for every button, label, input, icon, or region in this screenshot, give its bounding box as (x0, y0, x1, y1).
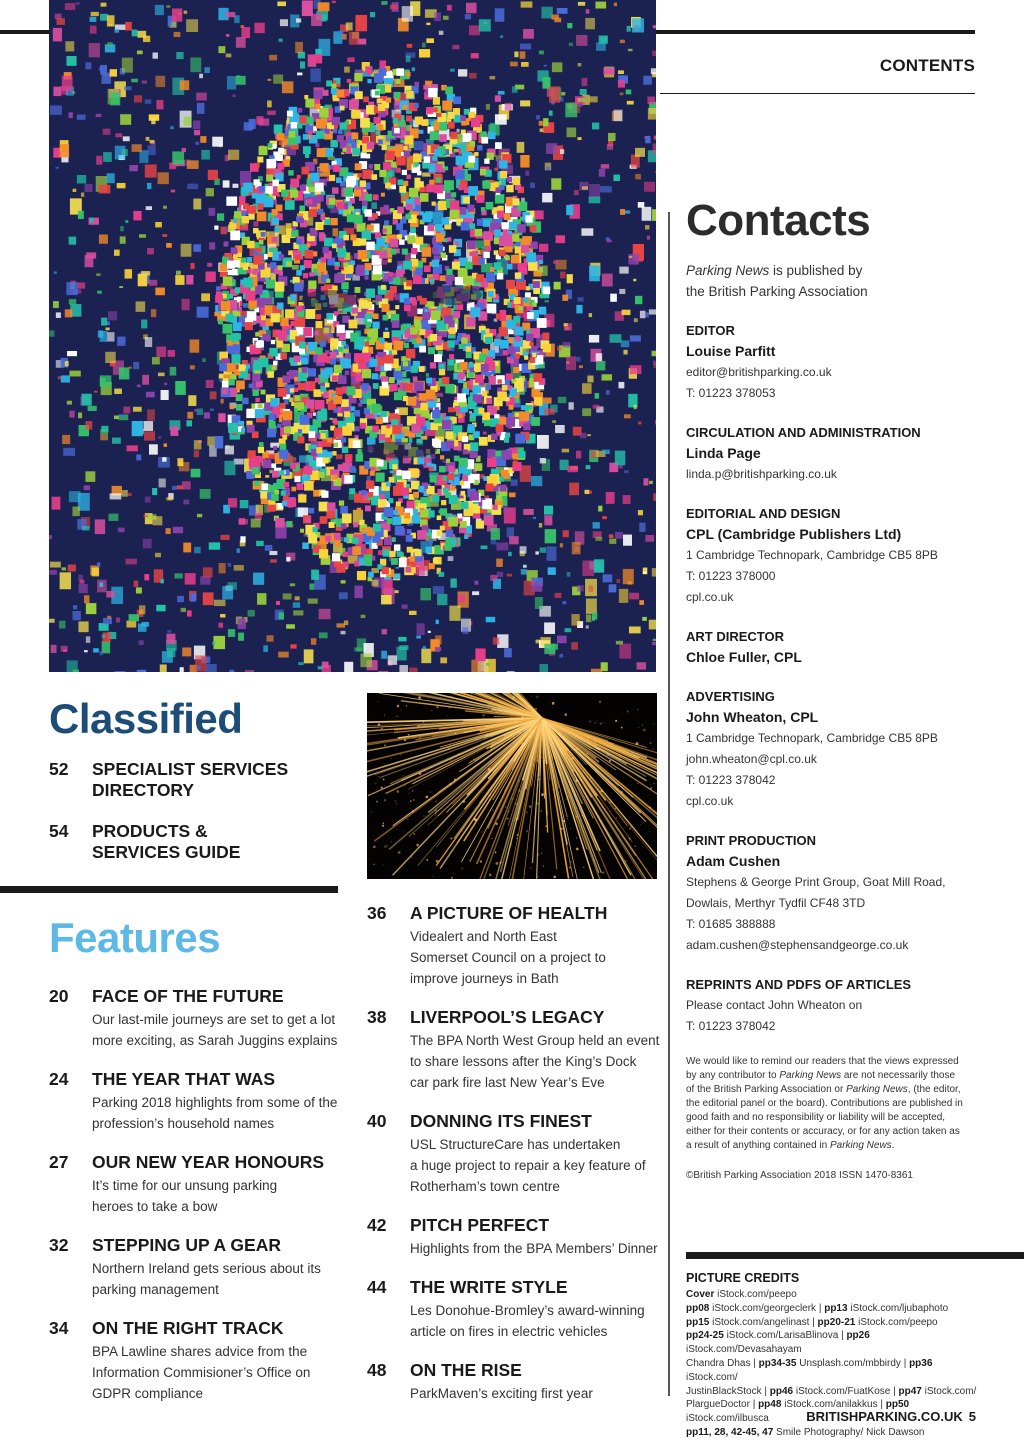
toc-title: OUR NEW YEAR HONOURS (92, 1152, 325, 1172)
toc-description: Parking 2018 highlights from some of the (92, 1095, 338, 1110)
credit-source: iStock.com/ilbusca (686, 1413, 769, 1425)
contact-detail: T: 01223 378053 (686, 386, 776, 400)
header-divider (660, 93, 975, 94)
contacts-panel (686, 196, 986, 1181)
toc-item[interactable] (49, 1152, 349, 1217)
contacts-title: Contacts (686, 196, 871, 245)
disclaimer-text: We would like to remind our readers that the views expressed by any contributor to (686, 1056, 959, 1081)
toc-title: PRODUCTS & SERVICES GUIDE (92, 821, 241, 862)
toc-item[interactable] (49, 1318, 349, 1404)
contact-link[interactable]: editor@britishparking.co.uk (686, 365, 832, 379)
contact-block (686, 321, 986, 404)
credit-page-ref: pp24-25 (686, 1330, 724, 1342)
toc-page-number: 34 (49, 1318, 69, 1338)
credit-source: iStock.com/georgeclerk | (709, 1302, 825, 1314)
contact-detail: Dowlais, Merthyr Tydfil CF48 3TD (686, 896, 866, 910)
toc-description: Northern Ireland gets serious about its (92, 1261, 321, 1276)
toc-item[interactable] (49, 759, 349, 801)
credit-line (686, 1329, 986, 1357)
toc-page-number: 32 (49, 1235, 69, 1255)
toc-title: SPECIALIST SERVICES DIRECTORY (92, 759, 289, 800)
toc-title: LIVERPOOL’S LEGACY (410, 1007, 605, 1027)
toc-description: The BPA North West Group held an event (410, 1033, 660, 1048)
copyright: ©British Parking Association 2018 ISSN 1470-8361 (686, 1170, 913, 1181)
toc-item[interactable] (49, 986, 349, 1051)
toc-item[interactable] (49, 821, 349, 863)
credit-source: iStock.com/ (686, 1371, 738, 1383)
publisher-statement (686, 260, 986, 302)
credit-page-ref: pp15 (686, 1316, 710, 1328)
credit-source: iStock.com/ljubaphoto (847, 1302, 949, 1314)
contact-link[interactable]: john.wheaton@cpl.co.uk (686, 752, 817, 766)
toc-description: ParkMaven’s exciting first year (410, 1386, 593, 1401)
toc-item[interactable] (367, 1007, 667, 1093)
toc-title: STEPPING UP A GEAR (92, 1235, 281, 1255)
credit-line (686, 1302, 986, 1316)
contact-heading: ADVERTISING (686, 689, 775, 704)
disclaimer-text: , (the editor, the editorial panel or the board). Contributions are published in good faith and no responsibility or liability will be accepted, either for their contents or accuracy, or for any action taken as a result of anything contained in (686, 1084, 963, 1151)
contact-detail: T: 01223 378000 (686, 569, 776, 583)
toc-title: FACE OF THE FUTURE (92, 986, 284, 1006)
toc-page-number: 20 (49, 986, 69, 1006)
contact-block (686, 423, 986, 485)
toc-page-number: 54 (49, 821, 69, 841)
contact-block (686, 687, 986, 812)
toc-item[interactable] (367, 1360, 667, 1404)
fireworks-image (367, 693, 657, 879)
picture-credits-heading: PICTURE CREDITS (686, 1271, 800, 1285)
contact-name: CPL (Cambridge Publishers Ltd) (686, 526, 902, 542)
contact-heading: EDITORIAL AND DESIGN (686, 506, 841, 521)
publisher-text-line2: the British Parking Association (686, 284, 868, 299)
credit-source: iStock.com/peepo (855, 1316, 938, 1328)
credit-page-ref: Cover (686, 1289, 715, 1300)
toc-title: THE YEAR THAT WAS (92, 1069, 276, 1089)
toc-description: a huge project to repair a key feature of (410, 1158, 646, 1173)
toc-description: profession’s household names (92, 1116, 275, 1131)
contact-detail: T: 01223 378042 (686, 1019, 776, 1033)
contact-name: Louise Parfitt (686, 343, 776, 359)
disclaimer-text: . (891, 1140, 895, 1151)
toc-page-number: 42 (367, 1215, 387, 1235)
contact-block (686, 627, 986, 668)
toc-page-number: 52 (49, 759, 69, 779)
credit-source: iStock.com/LarisaBlinova | (723, 1330, 847, 1342)
contact-link[interactable]: cpl.co.uk (686, 794, 734, 808)
toc-description: USL StructureCare has undertaken (410, 1137, 621, 1152)
toc-description: to share lessons after the King’s Dock (410, 1054, 637, 1069)
toc-page-number: 44 (367, 1277, 387, 1297)
toc-description: car park fire last New Year’s Eve (410, 1075, 605, 1090)
contact-link[interactable]: cpl.co.uk (686, 590, 734, 604)
contact-detail: T: 01223 378042 (686, 773, 776, 787)
contact-name: Chloe Fuller, CPL (686, 649, 802, 665)
toc-description: heroes to take a bow (92, 1199, 218, 1214)
toc-description: Rotherham’s town centre (410, 1179, 560, 1194)
toc-description: parking management (92, 1282, 219, 1297)
contact-heading: CIRCULATION AND ADMINISTRATION (686, 425, 921, 440)
toc-title: PITCH PERFECT (410, 1215, 550, 1235)
credit-source: iStock.com/anilakkus | (781, 1399, 886, 1411)
credit-line (686, 1385, 986, 1399)
cover-image-mosaic-face (49, 0, 656, 672)
contact-block (686, 975, 986, 1037)
credit-page-ref: pp20-21 (817, 1316, 856, 1328)
contact-detail: Stephens & George Print Group, Goat Mill Road, (686, 875, 946, 889)
credit-source: PlargueDoctor | (686, 1399, 759, 1411)
toc-item[interactable] (367, 1111, 667, 1197)
contact-heading: ART DIRECTOR (686, 629, 784, 644)
toc-page-number: 27 (49, 1152, 69, 1172)
toc-description: Somerset Council on a project to (410, 950, 606, 965)
credit-page-ref: pp34-35 (758, 1357, 797, 1369)
contact-link[interactable]: linda.p@britishparking.co.uk (686, 467, 837, 481)
toc-description: GDPR compliance (92, 1386, 204, 1401)
toc-page-number: 38 (367, 1007, 387, 1027)
toc-description: Information Commisioner’s Office on (92, 1365, 311, 1380)
credits-rule (686, 1252, 1024, 1259)
credit-page-ref: pp50 (885, 1399, 910, 1411)
contact-detail: 1 Cambridge Technopark, Cambridge CB5 8PB (686, 731, 938, 745)
contact-block (686, 831, 986, 956)
credit-page-ref: pp26 (846, 1330, 870, 1342)
classified-title: Classified (49, 695, 243, 742)
toc-title: ON THE RIGHT TRACK (92, 1318, 284, 1338)
toc-description: BPA Lawline shares advice from the (92, 1344, 308, 1359)
disclaimer-italic: Parking News (829, 1140, 892, 1151)
disclaimer (686, 1055, 966, 1153)
credit-source: iStock.com/ (921, 1385, 977, 1397)
contact-detail: T: 01685 388888 (686, 917, 776, 931)
toc-item[interactable] (367, 1277, 667, 1342)
contact-heading: EDITOR (686, 323, 735, 338)
credit-line (686, 1426, 986, 1440)
contact-block (686, 504, 986, 608)
disclaimer-italic: Parking News (779, 1070, 842, 1081)
toc-item[interactable] (49, 1069, 349, 1134)
page-number: 5 (968, 1409, 976, 1424)
credit-source: iStock.com/Devasahayam (686, 1344, 802, 1356)
publisher-text: is published by (769, 263, 863, 278)
toc-item[interactable] (367, 1215, 667, 1259)
section-label: CONTENTS (879, 56, 975, 75)
toc-title: DONNING ITS FINEST (410, 1111, 592, 1131)
credit-line (686, 1316, 986, 1330)
toc-description: Les Donohue-Bromley’s award-winning (410, 1303, 645, 1318)
credit-source: Chandra Dhas | (686, 1357, 759, 1369)
toc-description: Videalert and North East (410, 929, 557, 944)
contact-list (686, 321, 986, 1037)
credit-source: iStock.com/peepo (714, 1289, 797, 1300)
toc-title: ON THE RISE (410, 1360, 522, 1380)
toc-title: THE WRITE STYLE (410, 1277, 568, 1297)
toc-description: It’s time for our unsung parking (92, 1178, 278, 1193)
contact-link[interactable]: adam.cushen@stephensandgeorge.co.uk (686, 938, 909, 952)
contact-heading: PRINT PRODUCTION (686, 833, 816, 848)
toc-description: Our last-mile journeys are set to get a lot (92, 1012, 336, 1027)
toc-page-number: 24 (49, 1069, 69, 1089)
column-divider (668, 212, 670, 1396)
footer-site[interactable]: BRITISHPARKING.CO.UK (806, 1409, 963, 1424)
mosaic-face-illustration (49, 0, 656, 672)
credit-page-ref: pp13 (824, 1302, 848, 1314)
toc-title: A PICTURE OF HEALTH (410, 903, 608, 923)
credit-page-ref: pp46 (769, 1385, 794, 1397)
credit-source: iStock.com/angelinast | (709, 1316, 818, 1328)
disclaimer-text: are not necessarily those of the British Parking Association or (686, 1070, 956, 1095)
credit-page-ref: pp08 (686, 1302, 710, 1314)
contact-name: John Wheaton, CPL (686, 709, 819, 725)
toc-item[interactable] (49, 1235, 349, 1300)
contact-detail: Please contact John Wheaton on (686, 998, 863, 1012)
credit-page-ref: pp47 (898, 1385, 922, 1397)
credit-source: iStock.com/FuatKose | (793, 1385, 899, 1397)
toc-page-number: 36 (367, 903, 387, 923)
toc-description: improve journeys in Bath (410, 971, 559, 986)
toc-description: Highlights from the BPA Members’ Dinner (410, 1241, 658, 1256)
credit-page-ref: pp36 (909, 1357, 933, 1369)
credit-page-ref: pp48 (758, 1399, 782, 1411)
toc-page-number: 40 (367, 1111, 387, 1131)
credit-line (686, 1288, 986, 1302)
contact-name: Adam Cushen (686, 853, 781, 869)
features-title: Features (49, 914, 221, 961)
fireworks-illustration (367, 693, 657, 879)
toc-item[interactable] (367, 903, 667, 989)
page-footer (806, 1409, 976, 1424)
toc-page-number: 48 (367, 1360, 387, 1380)
credit-line (686, 1357, 986, 1385)
credit-source: Unsplash.com/mbbirdy | (796, 1357, 910, 1369)
credit-source: Smile Photography/ Nick Dawson (773, 1426, 925, 1438)
toc-description: article on fires in electric vehicles (410, 1324, 608, 1339)
toc-description: more exciting, as Sarah Juggins explains (92, 1033, 338, 1048)
credit-source: JustinBlackStock | (686, 1385, 770, 1397)
disclaimer-italic: Parking News (846, 1084, 908, 1095)
publication-name: Parking News (686, 263, 770, 278)
section-rule (0, 886, 338, 893)
credit-page-ref: pp11, 28, 42-45, 47 (686, 1426, 774, 1438)
contact-name: Linda Page (686, 445, 761, 461)
contact-detail: 1 Cambridge Technopark, Cambridge CB5 8PB (686, 548, 938, 562)
contact-heading: REPRINTS AND PDFS OF ARTICLES (686, 977, 912, 992)
